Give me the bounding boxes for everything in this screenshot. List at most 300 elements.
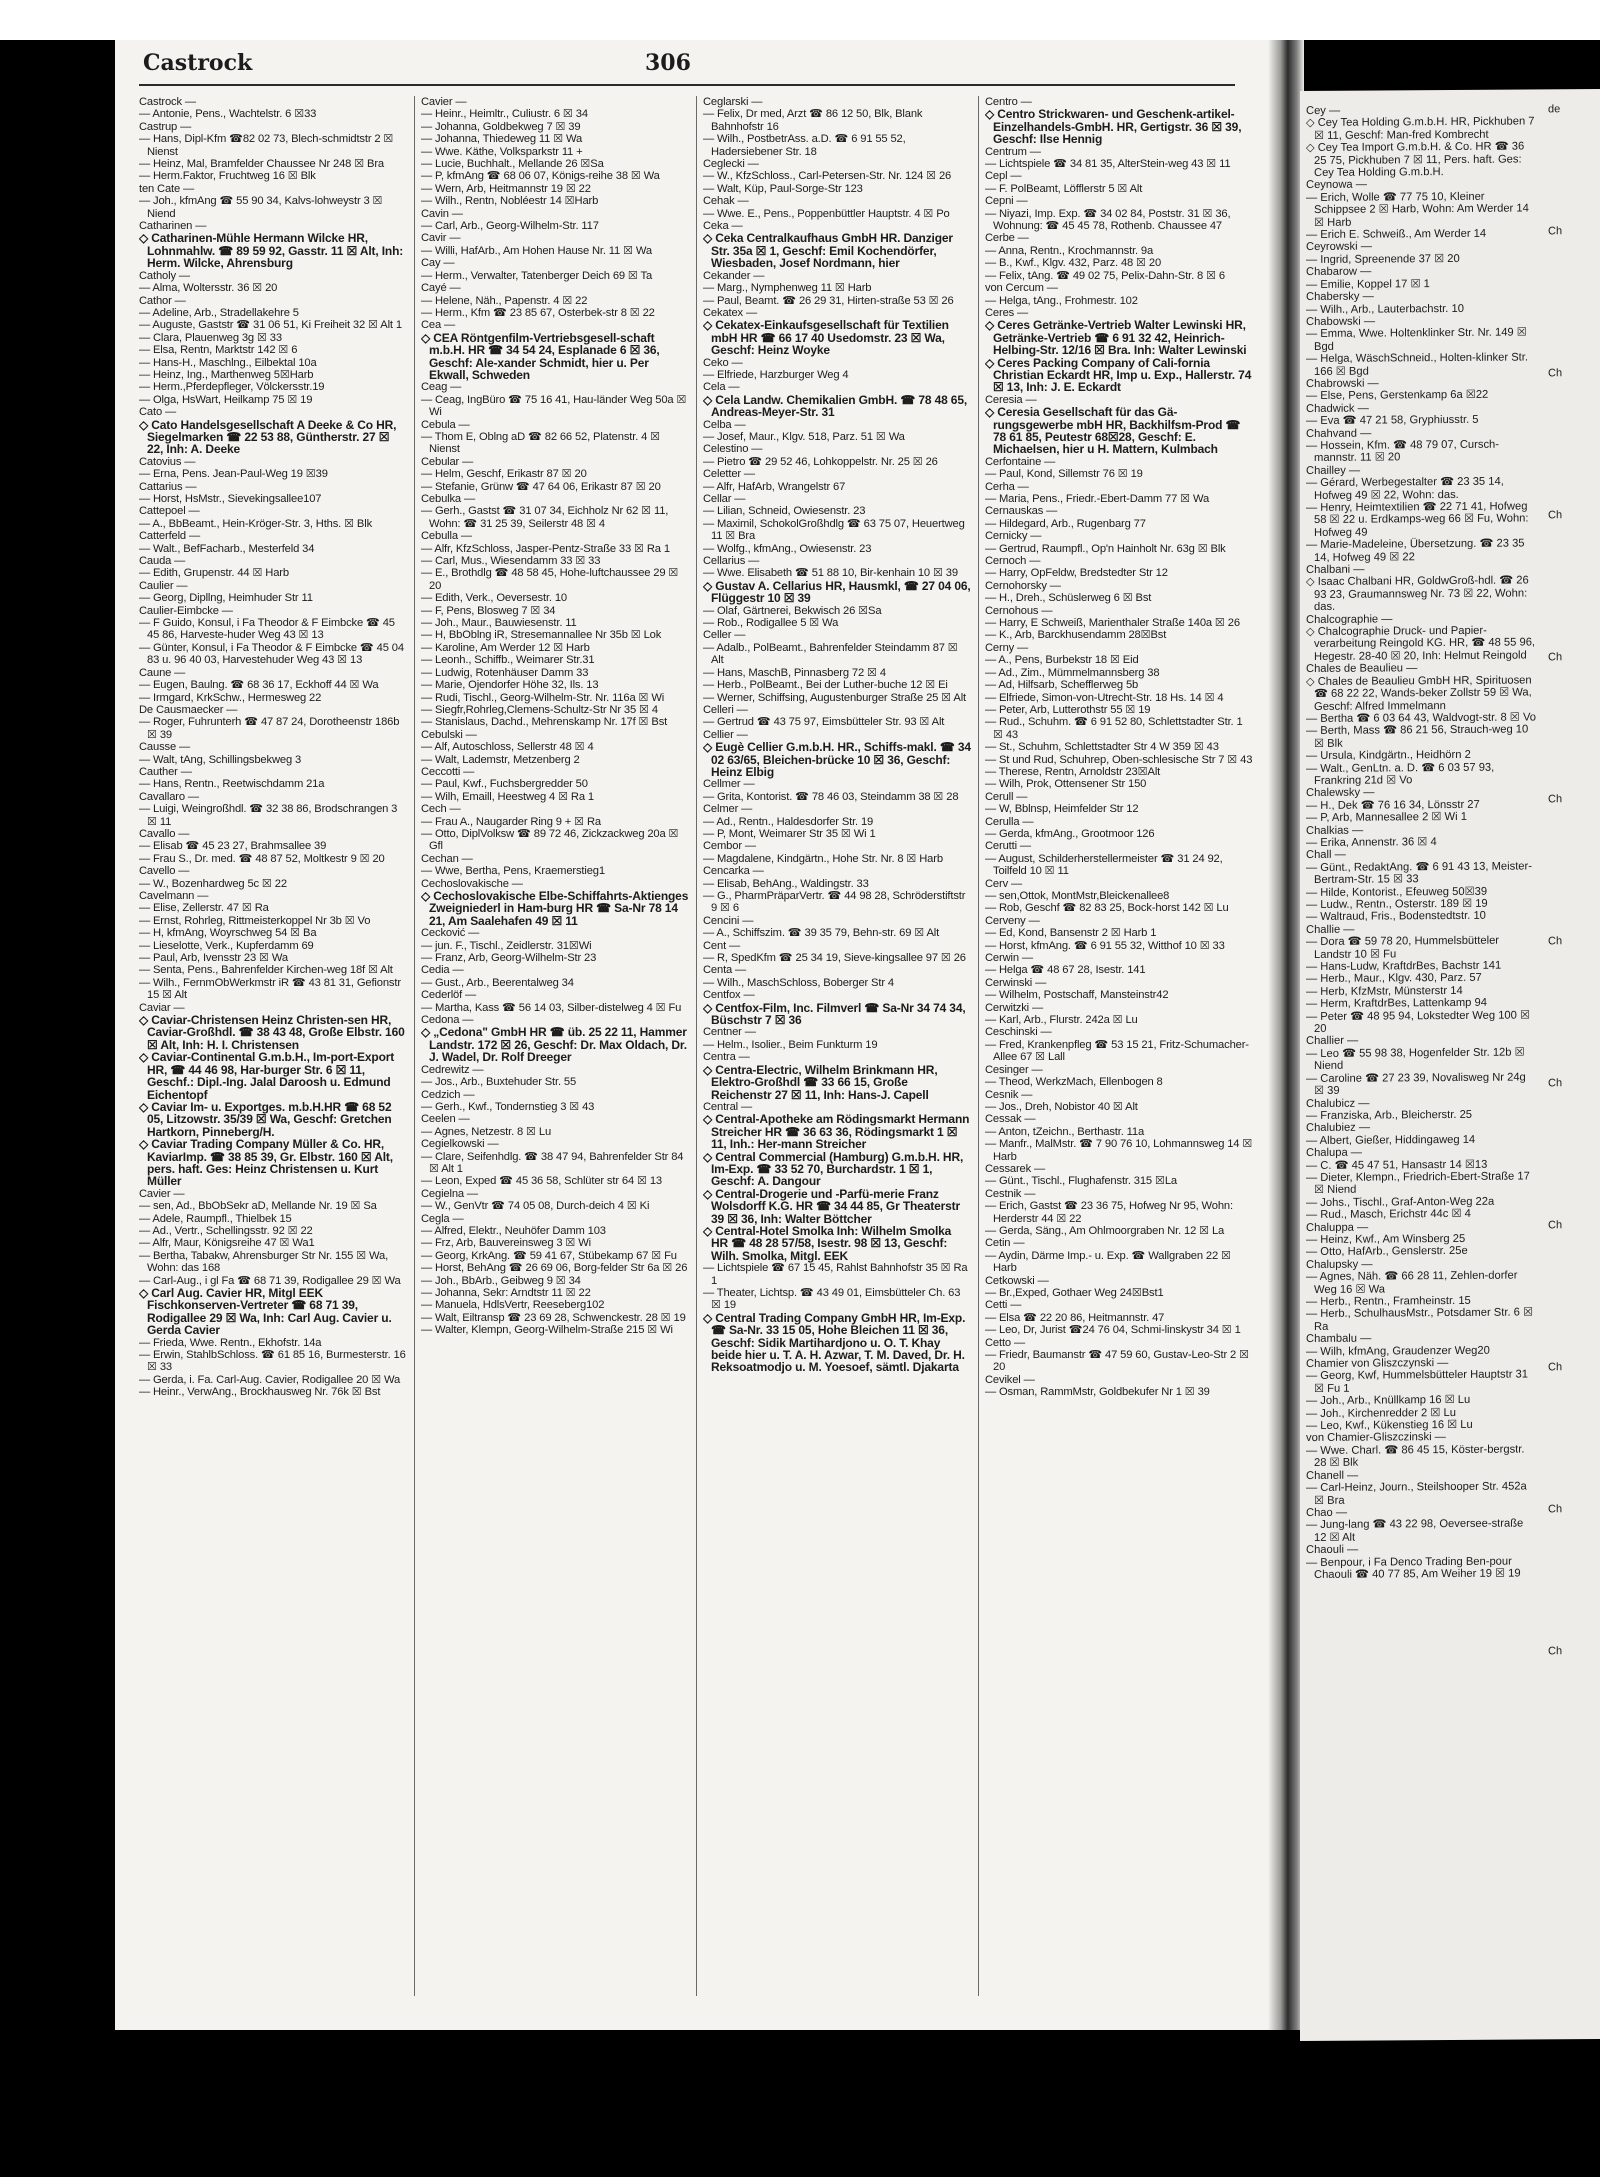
directory-entry: — Wilh, Prok, Ottensener Str 150: [985, 778, 1147, 791]
entry-heading: Ceyrowski —: [1306, 241, 1372, 254]
directory-entry: — jun. F., Tischl., Zeidlerstr. 31☒Wi: [421, 939, 592, 952]
directory-entry: — Alfr, Maur, Königsreihe 47 ☒ Wa1: [139, 1237, 315, 1250]
directory-entry: — Rud., Masch, Erichstr 44c ☒ 4: [1306, 1208, 1471, 1222]
edge-letter: Ch: [1548, 793, 1563, 806]
entry-heading: Ceko —: [703, 356, 743, 369]
entry-heading: Cavier —: [421, 96, 467, 108]
entry-heading: Cauther —: [139, 765, 192, 778]
adjacent-page-edge-column: [1548, 103, 1588, 1787]
directory-entry: — Wwe. Charl. ☎ 86 45 15, Köster-bergstr. 28 ☒ Blk: [1306, 1443, 1525, 1470]
directory-entry: — A., BbBeamt., Hein-Kröger-Str. 3, Hths. ☒ Blk: [139, 517, 373, 530]
directory-entry: ◇ Ceresia Gesellschaft für das Gä-rungsgewerbe mbH HR, Backhilfsm-Prod ☎ 78 61 85, Peutestr 68☒28, Geschf: E. Michaelsen, hier u H. Mattern, Kulmbach: [985, 405, 1241, 457]
entry-heading: Chao —: [1306, 1506, 1348, 1519]
directory-entry: — Ceag, IngBüro ☎ 75 16 41, Hau-länder Weg 50a ☒ Wi: [421, 393, 687, 419]
directory-entry: — Carl, Mus., Wiesendamm 33 ☒ 33: [421, 555, 601, 568]
entry-heading: Cerbe —: [985, 232, 1029, 245]
entry-heading: Cedia —: [421, 964, 464, 977]
entry-heading: Cellmer —: [703, 778, 755, 791]
entry-heading: Cernauskas —: [985, 505, 1058, 518]
directory-entry: — Horst, HsMstr., Sievekingsallee107: [139, 493, 322, 505]
directory-entry: — Hans, MaschB, Pinnasberg 72 ☒ 4: [703, 666, 886, 679]
directory-entry: — Gerh., Gastst ☎ 31 07 34, Eichholz Nr 62 ☒ 11, Wohn: ☎ 31 25 39, Seilerstr 48 ☒ 4: [421, 505, 669, 530]
directory-entry: — A., Pens, Burbekstr 18 ☒ Eid: [985, 654, 1139, 667]
entry-heading: Cavir —: [421, 232, 461, 245]
directory-entry: — sen,Ottok, MontMstr,Bleickenallee8: [985, 890, 1170, 902]
entry-heading: Cent —: [703, 939, 741, 952]
directory-entry: — Roger, Fuhrunterh ☎ 47 87 24, Dorotheenstr 186b ☒ 39: [139, 716, 400, 741]
entry-heading: Cetto —: [985, 1336, 1025, 1349]
directory-entry: — Carl-Heinz, Journ., Steilshooper Str. 452a ☒ Bra: [1306, 1480, 1527, 1507]
directory-entry: — Theod, WerkzMach, Ellenbogen 8: [985, 1076, 1163, 1089]
directory-entry: ◇ Central Commercial (Hamburg) G.m.b.H. HR, Im-Exp. ☎ 33 52 70, Burchardstr. 1 ☒ 1, Geschf: A. Dangour: [703, 1149, 964, 1189]
directory-entry: — Hossein, Kfm. ☎ 48 79 07, Cursch-mannstr. 11 ☒ 20: [1306, 438, 1500, 465]
entry-heading: Cerha —: [985, 480, 1029, 493]
entry-heading: Cela —: [703, 381, 740, 394]
entry-heading: Celestino —: [703, 443, 763, 456]
directory-entry: — Eugen, Baulng. ☎ 68 36 17, Eckhoff 44 ☒ Wa: [139, 679, 379, 692]
entry-heading: Cattarius —: [139, 480, 197, 493]
directory-entry: — Karl, Arb., Flurstr. 242a ☒ Lu: [985, 1014, 1138, 1027]
entry-heading: Caune —: [139, 666, 186, 679]
entry-heading: Chalupsky —: [1306, 1258, 1373, 1271]
entry-heading: Chamier von Gliszczynski —: [1306, 1357, 1449, 1371]
directory-entry: — Alfred, Elektr., Neuhöfer Damm 103: [421, 1224, 606, 1237]
entry-heading: Chalcographie —: [1306, 613, 1393, 626]
directory-entry: — Frau A., Naugarder Ring 9 + ☒ Ra: [421, 815, 601, 828]
directory-entry: — Walter, Klempn, Georg-Wilhelm-Straße 215 ☒ Wi: [421, 1324, 673, 1337]
directory-entry: — Peter ☎ 48 95 94, Lokstedter Weg 100 ☒ 20: [1306, 1009, 1531, 1036]
directory-entry: — Ad., Rentn., Haldesdorfer Str. 19: [703, 815, 874, 828]
directory-entry: — sen, Ad., BbObSekr aD, Mellande Nr. 19 ☒ Sa: [139, 1200, 377, 1213]
directory-entry: ◇ Caviar Im- u. Exportges. m.b.H.HR ☎ 68 52 05, Litzowstr. 35/39 ☒ Wa, Geschf: Gretchen Hartkorn, Pinneberg/H.: [139, 1099, 392, 1139]
directory-entry: — Herm, KraftdrBes, Lattenkamp 94: [1306, 996, 1487, 1011]
entry-heading: Cepl —: [985, 170, 1022, 183]
directory-entry: — Walt., BefFacharb., Mesterfeld 34: [139, 542, 315, 555]
entry-heading: Ceelen —: [421, 1113, 470, 1126]
directory-entry: — Benpour, i Fa Denco Trading Ben-pour Chaouli ☎ 40 77 85, Am Weiher 19 ☒ 19: [1306, 1555, 1521, 1581]
column-3: [703, 96, 971, 2016]
entry-heading: Cea —: [421, 319, 456, 332]
directory-entry: — Aydin, Därme Imp.- u. Exp. ☎ Wallgraben 22 ☒ Harb: [985, 1249, 1231, 1275]
entry-heading: Cencini —: [703, 914, 754, 927]
directory-entry: — Erwin, StahlbSchloss. ☎ 61 85 16, Burmesterstr. 16 ☒ 33: [139, 1349, 406, 1374]
entry-heading: Chales de Beaulieu —: [1306, 662, 1418, 676]
entry-heading: Chabowski —: [1306, 315, 1376, 328]
entry-heading: Cech —: [421, 803, 461, 816]
directory-entry: — Jos., Dreh, Nobistor 40 ☒ Alt: [985, 1100, 1138, 1113]
directory-entry: — Eva ☎ 47 21 58, Gryphiusstr. 5: [1306, 413, 1479, 428]
directory-entry: — Joh., Maur., Bauwiesenstr. 11: [421, 617, 577, 630]
entry-heading: Cellier —: [703, 728, 748, 741]
entry-heading: Chambalu —: [1306, 1332, 1372, 1346]
column-divider: [414, 96, 415, 1996]
edge-letter: Ch: [1548, 225, 1563, 238]
directory-entry: — Werner, Schiffsing, Augustenburger Straße 25 ☒ Alt: [703, 691, 966, 704]
directory-entry: — Gertrud, Raumpfl., Op'n Hainholt Nr. 63g ☒ Blk: [985, 542, 1226, 555]
directory-entry: — H., Dek ☎ 76 16 34, Lönsstr 27: [1306, 798, 1480, 812]
column-1: [139, 96, 407, 2016]
directory-entry: — Erika, Annenstr. 36 ☒ 4: [1306, 836, 1437, 849]
entry-heading: Chalupa —: [1306, 1146, 1362, 1160]
directory-entry: — Alfr, KfzSchloss, Jasper-Pentz-Straße 33 ☒ Ra 1: [421, 542, 670, 555]
entry-heading: Chalewsky —: [1306, 786, 1375, 800]
directory-entry: ◇ Central-Hotel Smolka Inh: Wilhelm Smolka HR ☎ 48 28 57/58, Isestr. 98 ☒ 13, Geschf: Wilh. Smolka, Mitgl. EEK: [703, 1223, 952, 1263]
directory-entry: — Elsa, Rentn, Marktstr 142 ☒ 6: [139, 344, 298, 357]
directory-entry: — Wilh., FernmObWerkmstr iR ☎ 43 81 31, Gefionstr 15 ☒ Alt: [139, 976, 401, 1002]
directory-entry: — Elisab ☎ 45 23 27, Brahmsallee 39: [139, 840, 327, 853]
directory-entry: — Senta, Pens., Bahrenfelder Kirchen-weg 18f ☒ Alt: [139, 964, 393, 977]
directory-entry: ◇ CEA Röntgenfilm-Vertriebsgesell-schaft m.b.H. HR ☎ 34 54 24, Esplanade 6 ☒ 36, Geschf: Ale-xander Schmidt, hier u. Per Ekwall, Schweden: [421, 330, 660, 382]
entry-heading: Cato —: [139, 406, 177, 419]
directory-entry: — Josef, Maur., Klgv. 518, Parz. 51 ☒ Wa: [703, 430, 905, 443]
entry-heading: Celba —: [703, 418, 746, 431]
entry-heading: Celler —: [703, 629, 746, 642]
directory-entry: — Gertrud ☎ 43 75 97, Eimsbütteler Str. 93 ☒ Alt: [703, 716, 945, 729]
directory-entry: — Ed, Kond, Bansenstr 2 ☒ Harb 1: [985, 927, 1157, 940]
directory-entry: — A., Schiffszim. ☎ 39 35 79, Behn-str. 69 ☒ Alt: [703, 927, 940, 940]
directory-entry: — Irmgard, KrkSchw., Hermesweg 22: [139, 691, 322, 704]
directory-entry: — Lieselotte, Verk., Kupferdamm 69: [139, 939, 314, 952]
directory-entry: — P, kfmAng ☎ 68 06 07, Königs-reihe 38 ☒ Wa: [421, 170, 660, 183]
directory-entry: — Lichtspiele ☎ 67 15 45, Rahlst Bahnhofstr 35 ☒ Ra 1: [703, 1262, 968, 1287]
directory-entry: — Herb., SchulhausMstr., Potsdamer Str. 6 ☒ Ra: [1306, 1306, 1534, 1333]
directory-entry: — Martha, Kass ☎ 56 14 03, Silber-distelweg 4 ☒ Fu: [421, 1001, 682, 1014]
entry-heading: Cehak —: [703, 195, 749, 208]
directory-entry: — St und Rud, Schuhrep, Oben-schlesische Str 7 ☒ 43: [985, 753, 1253, 766]
directory-entry: — Ad, Hilfsarb, Schefflerweg 5b: [985, 679, 1139, 692]
directory-entry: — Wolfg., kfmAng., Owiesenstr. 23: [703, 542, 872, 555]
directory-entry: — Heinr., Heimltr., Culiustr. 6 ☒ 34: [421, 108, 588, 121]
directory-entry: ◇ Central Trading Company GmbH HR, Im-Exp. ☎ Sa-Nr. 33 15 05, Hohe Bleichen 11 ☒ 36, Geschf: Sidik Martihardjono u. O. T. Khay beide hier u. T. A. H. Azwar, T. M. Daved, Dr. H. Reksoatmodjo u. M. Yoesoef, sämtl. Djakarta: [703, 1310, 966, 1375]
directory-entry: — Horst, kfmAng. ☎ 6 91 55 32, Witthof 10 ☒ 33: [985, 939, 1225, 952]
directory-entry: — Adele, Raumpfl., Thielbek 15: [139, 1212, 292, 1225]
directory-entry: — Erich, Wolle ☎ 77 75 10, Kleiner Schippsee 2 ☒ Harb, Wohn: Am Werder 14 ☒ Harb: [1306, 190, 1529, 229]
entry-heading: Cevikel —: [985, 1373, 1035, 1386]
directory-entry: — Alma, Woltersstr. 36 ☒ 20: [139, 282, 278, 295]
entry-heading: Cegielna —: [421, 1187, 478, 1200]
entry-heading: Cerny —: [985, 641, 1029, 654]
edge-letter: Ch: [1548, 651, 1563, 664]
directory-page: [115, 40, 1275, 2030]
entry-heading: Catterfeld —: [139, 530, 200, 543]
entry-heading: Cerwinski —: [985, 976, 1047, 989]
directory-entry: — Herb., Maur., Klgv. 430, Parz. 57: [1306, 972, 1482, 986]
edge-letter: Ch: [1548, 935, 1563, 948]
directory-entry: — Anna, Rentn., Krochmannstr. 9a: [985, 244, 1154, 257]
directory-entry: — Olga, HsWart, Heilkamp 75 ☒ 19: [139, 393, 313, 406]
entry-heading: Cernohorsky —: [985, 579, 1061, 592]
directory-entry: — Gerh., Kwf., Tondernstieg 3 ☒ 43: [421, 1100, 595, 1113]
directory-entry: — Frau S., Dr. med. ☎ 48 87 52, Moltkestr 9 ☒ 20: [139, 852, 385, 865]
directory-entry: ◇ Catharinen-Mühle Hermann Wilcke HR, Lohnmahlw. ☎ 89 59 92, Gasstr. 11 ☒ Alt, Inh: Herm. Wilcke, Ahrensburg: [139, 231, 404, 271]
directory-entry: — Wilh., Rentn, Nobléestr 14 ☒Harb: [421, 195, 599, 208]
directory-entry: — Wwe. E., Pens., Poppenbüttler Hauptstr. 4 ☒ Po: [703, 207, 950, 220]
directory-entry: — Jos., Arb., Buxtehuder Str. 55: [421, 1076, 577, 1089]
directory-entry: — Wilh., Arb., Lauterbachstr. 10: [1306, 302, 1464, 316]
directory-entry: — Wern, Arb, Heitmannstr 19 ☒ 22: [421, 182, 591, 195]
directory-entry: — Rud., Schuhm. ☎ 6 91 52 80, Schlettstadter Str. 1 ☒ 43: [985, 716, 1243, 741]
book-gutter: [1268, 40, 1304, 2030]
directory-entry: — Rob., Rodigallee 5 ☒ Wa: [703, 617, 839, 630]
entry-heading: Caulier-Eimbcke —: [139, 604, 233, 617]
directory-entry: — Adeline, Arb., Stradellakehre 5: [139, 306, 299, 319]
directory-entry: — Helm., Isolier., Beim Funkturm 19: [703, 1038, 878, 1051]
header-rule: [139, 84, 1235, 86]
directory-entry: — Hans-Ludw, KraftdrBes, Bachstr 141: [1306, 959, 1502, 974]
directory-entry: — Marg., Nymphenweg 11 ☒ Harb: [703, 282, 872, 295]
entry-heading: Chanell —: [1306, 1469, 1359, 1482]
directory-entry: — Günt., Tischl., Flughafenstr. 315 ☒La: [985, 1175, 1177, 1188]
directory-entry: — F Guido, Konsul, i Fa Theodor & F Eimbcke ☎ 45 45 86, Harveste-huder Weg 43 ☒ 13: [139, 617, 395, 642]
entry-heading: Ceres —: [985, 306, 1029, 319]
directory-entry: — H, BbOblng iR, Stresemannallee Nr 35b ☒ Lok: [421, 629, 662, 642]
directory-entry: — Wilh., MaschSchloss, Boberger Str 4: [703, 976, 894, 989]
entry-heading: Cerveny —: [985, 914, 1040, 927]
adjacent-page-column: [1306, 103, 1536, 1581]
directory-entry: — Hans, Rentn., Reetwischdamm 21a: [139, 778, 325, 791]
directory-entry: — Marie-Madeleine, Übersetzung. ☎ 23 35 14, Hofweg 49 ☒ 22: [1306, 537, 1525, 564]
directory-entry: — Wilh, Emaill, Heestweg 4 ☒ Ra 1: [421, 790, 594, 803]
directory-entry: — Erich E. Schweiß., Am Werder 14: [1306, 227, 1487, 242]
entry-heading: Cestnik —: [985, 1187, 1036, 1200]
entry-heading: Challie —: [1306, 923, 1355, 936]
directory-entry: — Walt, Eiltransp ☎ 23 69 28, Schwenckestr. 28 ☒ 19: [421, 1311, 686, 1324]
entry-heading: Cebulla —: [421, 530, 472, 543]
entry-heading: Cerfontaine —: [985, 455, 1056, 468]
directory-entry: — Helga, tAng., Frohmestr. 102: [985, 294, 1138, 307]
entry-heading: Chahvand —: [1306, 427, 1372, 440]
directory-entry: — Helene, Näh., Papenstr. 4 ☒ 22: [421, 294, 588, 307]
directory-entry: — Grita, Kontorist. ☎ 78 46 03, Steindamm 38 ☒ 28: [703, 790, 959, 803]
directory-entry: — Edith, Grupenstr. 44 ☒ Harb: [139, 567, 289, 580]
directory-entry: — E., Brothdlg ☎ 48 58 45, Hohe-luftchaussee 29 ☒ 20: [421, 567, 679, 592]
directory-entry: — Luigi, Weingroßhdl. ☎ 32 38 86, Brodschrangen 3 ☒ 11: [139, 803, 398, 828]
entry-heading: Ceccotti —: [421, 765, 475, 778]
directory-entry: — H., Dreh., Schüslerweg 6 ☒ Bst: [985, 592, 1152, 605]
directory-entry: — Joh., kfmAng ☎ 55 90 34, Kalvs-lohweystr 3 ☒ Niend: [139, 195, 383, 220]
entry-heading: Cavier —: [139, 1187, 185, 1200]
directory-entry: — Erna, Pens. Jean-Paul-Weg 19 ☒39: [139, 468, 328, 481]
directory-entry: — Adalb., PolBeamt., Bahrenfelder Steindamm 87 ☒ Alt: [703, 641, 958, 667]
directory-entry: ◇ Centra-Electric, Wilhelm Brinkmann HR, Elektro-Großhdl ☎ 33 66 15, Große Reichenstr 27 ☒ 11, Inh: Hans-J. Capell: [703, 1062, 938, 1102]
directory-entry: — Rudi, Tischl., Georg-Wilhelm-Str. Nr. 116a ☒ Wi: [421, 691, 665, 704]
directory-entry: — August, Schilderherstellermeister ☎ 31 24 92, Toilfeld 10 ☒ 11: [985, 852, 1223, 878]
directory-entry: — Wwe. Elisabeth ☎ 51 88 10, Bir-kenhain 10 ☒ 39: [703, 567, 958, 580]
entry-heading: Chabarow —: [1306, 265, 1372, 279]
entry-heading: Centa —: [703, 964, 747, 977]
edge-letter: Ch: [1548, 1503, 1563, 1516]
entry-heading: Celleri —: [703, 703, 748, 716]
edge-letter: Ch: [1548, 1361, 1563, 1374]
entry-heading: Chalbani —: [1306, 563, 1365, 577]
directory-entry: — Ludw., Rentn., Osterstr. 189 ☒ 19: [1306, 897, 1488, 912]
entry-heading: Chalubiez —: [1306, 1121, 1371, 1135]
directory-entry: — Wilh, kfmAng, Graudenzer Weg20: [1306, 1344, 1490, 1358]
directory-entry: — Elise, Zellerstr. 47 ☒ Ra: [139, 902, 269, 915]
entry-heading: Cebulka —: [421, 493, 475, 505]
directory-entry: — C. ☎ 45 47 51, Hansastr 14 ☒13: [1306, 1158, 1488, 1172]
entry-heading: Cegielkowski —: [421, 1138, 499, 1151]
entry-heading: Ceynowa —: [1306, 179, 1367, 192]
directory-entry: ◇ Chales de Beaulieu GmbH HR, Spirituosen ☎ 68 22 22, Wands-beker Zollstr 59 ☒ Wa, Geschf: Alfred Immelmann: [1306, 674, 1532, 713]
directory-entry: — Ad., Vertr., Schellingsstr. 92 ☒ 22: [139, 1224, 313, 1237]
entry-heading: Centfox —: [703, 989, 755, 1002]
entry-heading: Cerwin —: [985, 952, 1033, 965]
entry-heading: Cebula —: [421, 418, 470, 431]
column-4: [985, 96, 1253, 2016]
directory-entry: — Magdalene, Kindgärtn., Hohe Str. Nr. 8 ☒ Harb: [703, 852, 943, 865]
directory-entry: — Ludwig, Rotenhäuser Damm 33: [421, 666, 589, 679]
page-number: 306: [645, 50, 691, 76]
directory-entry: — Gerda, Säng., Am Ohlmoorgraben Nr. 12 ☒ La: [985, 1224, 1225, 1237]
directory-entry: — Auguste, Gaststr ☎ 31 06 51, Ki Freiheit 32 ☒ Alt 1: [139, 319, 402, 332]
entry-heading: Cetti —: [985, 1299, 1022, 1312]
directory-entry: ◇ Centro Strickwaren- und Geschenk-artikel-Einzelhandels-GmbH. HR, Gertigstr. 36 ☒ 39, Geschf: Ilse Hennig: [985, 107, 1242, 147]
entry-heading: Cavin —: [421, 207, 463, 220]
directory-entry: — Ingrid, Spreenende 37 ☒ 20: [1306, 252, 1460, 266]
entry-heading: Ceka —: [703, 220, 743, 233]
directory-entry: ◇ Cechoslovakische Elbe-Schiffahrts-Aktienges Zweigniederl in Ham-burg HR ☎ Sa-Nr 78 14 21, Am Saalehafen 49 ☒ 11: [421, 889, 689, 928]
directory-entry: — Elsa ☎ 22 20 86, Heitmannstr. 47: [985, 1311, 1165, 1324]
directory-entry: ◇ Central-Drogerie und -Parfü-merie Franz Wolsdorff K.G. HR ☎ 34 44 85, Gr Theaterstr 39 ☒ 36, Inh: Walter Böttcher: [703, 1186, 961, 1226]
directory-entry: — Hilde, Kontorist., Efeuweg 50☒39: [1306, 885, 1488, 899]
entry-heading: Challier —: [1306, 1035, 1359, 1048]
entry-heading: Chaluppa —: [1306, 1221, 1369, 1234]
directory-entry: — Leo, Kwf., Kükenstieg 16 ☒ Lu: [1306, 1418, 1473, 1433]
directory-entry: — Paul, Arb, Ivensstr 23 ☒ Wa: [139, 952, 288, 965]
entry-heading: Cernicky —: [985, 530, 1042, 543]
directory-entry: — Franziska, Arb., Bleicherstr. 25: [1306, 1108, 1473, 1122]
directory-entry: — Walt., GenLtn. a. D. ☎ 6 03 57 93, Frankring 21d ☒ Vo: [1306, 761, 1495, 787]
directory-entry: — Herb., Rentn., Framheinstr. 15: [1306, 1294, 1471, 1309]
entry-heading: Cerv —: [985, 877, 1023, 890]
adjacent-page: [1300, 89, 1600, 2041]
directory-entry: — Lichtspiele ☎ 34 81 35, AlterStein-weg 43 ☒ 11: [985, 158, 1231, 171]
directory-entry: — Niyazi, Imp. Exp. ☎ 34 02 84, Poststr. 31 ☒ 36, Wohnung: ☎ 45 45 78, Rothenb. Chaussee 47: [985, 207, 1231, 233]
directory-entry: — W., KfzSchloss., Carl-Petersen-Str. Nr. 124 ☒ 26: [703, 170, 952, 183]
directory-entry: — Leo, Dr, Jurist ☎24 76 04, Schmi-linskystr 34 ☒ 1: [985, 1324, 1241, 1337]
directory-entry: — Olaf, Gärtnerei, Bekwisch 26 ☒Sa: [703, 604, 882, 617]
directory-entry: — Otto, HafArb., Genslerstr. 25e: [1306, 1245, 1468, 1259]
entry-heading: Cernoch —: [985, 555, 1041, 568]
directory-entry: — Alf, Autoschloss, Sellerstr 48 ☒ 4: [421, 741, 594, 754]
entry-heading: Chalkias —: [1306, 824, 1364, 837]
directory-entry: — Maria, Pens., Friedr.-Ebert-Damm 77 ☒ Wa: [985, 493, 1210, 505]
entry-heading: Centro —: [985, 96, 1032, 108]
directory-entry: — Ad., Zim., Mümmelmannsberg 38: [985, 666, 1160, 679]
directory-entry: — Helga ☎ 48 67 28, Isestr. 141: [985, 964, 1146, 977]
directory-entry: — Joh., Kirchenredder 2 ☒ Lu: [1306, 1406, 1456, 1420]
directory-entry: — Horst, BehAng ☎ 26 69 06, Borg-felder Str 6a ☒ 26: [421, 1262, 688, 1275]
directory-entry: — Heinz, Kwf., Am Winsberg 25: [1306, 1232, 1466, 1246]
directory-entry: — Harry, E Schweiß, Marienthaler Straße 140a ☒ 26: [985, 617, 1240, 630]
directory-entry: — Heinr., VerwAng., Brockhausweg Nr. 76k ☒ Bst: [139, 1386, 381, 1399]
directory-entry: — Br.,Exped, Gothaer Weg 24☒Bst1: [985, 1287, 1164, 1299]
directory-entry: — Heinz, Mal, Bramfelder Chaussee Nr 248 ☒ Bra: [139, 158, 384, 171]
entry-heading: Cetkowski —: [985, 1274, 1049, 1287]
directory-entry: ◇ Chalcographie Druck- und Papier-verarbeitung Reingold KG. HR, ☎ 48 55 96, Hegestr. 28-40 ☒ 20, Inh: Helmut Reingold: [1306, 624, 1536, 663]
column-2: [421, 96, 689, 2016]
directory-entry: — K., Arb, Barckhusendamm 28☒Bst: [985, 629, 1167, 642]
directory-entry: — Anton, tZeichn., Berthastr. 11a: [985, 1125, 1145, 1138]
entry-heading: Cayé —: [421, 282, 461, 295]
entry-heading: Ceglecki —: [703, 158, 759, 171]
directory-entry: — Felix, Dr med, Arzt ☎ 86 12 50, Blk, Blank Bahnhofstr 16: [703, 108, 923, 133]
directory-entry: — Manuela, HdlsVertr, Reeseberg102: [421, 1299, 605, 1312]
directory-entry: — P, Mont, Weimarer Str 35 ☒ Wi 1: [703, 827, 876, 840]
directory-entry: — Bertha, Tabakw, Ahrensburger Str Nr. 155 ☒ Wa, Wohn: das 168: [139, 1249, 389, 1275]
directory-entry: — Helm, Geschf, Erikastr 87 ☒ 20: [421, 468, 587, 481]
edge-letter: Ch: [1548, 1077, 1563, 1090]
entry-heading: Cegla —: [421, 1212, 464, 1225]
directory-entry: ◇ „Cedona" GmbH HR ☎ üb. 25 22 11, Hammer Landstr. 172 ☒ 26, Geschf: Dr. Max Oldach, Dr. J. Wadel, Dr. Rolf Dreeger: [421, 1025, 687, 1065]
directory-entry: — Georg, Kwf, Hummelsbütteler Hauptstr 31 ☒ Fu 1: [1306, 1368, 1528, 1395]
edge-letter: Ch: [1548, 1645, 1563, 1658]
entry-heading: Cathor —: [139, 294, 186, 307]
entry-heading: Cembor —: [703, 840, 756, 853]
entry-heading: Cedzich —: [421, 1088, 475, 1101]
directory-entry: — H, kfmAng, Woyrschweg 54 ☒ Ba: [139, 927, 317, 940]
edge-letter: de: [1548, 103, 1561, 116]
directory-entry: — Maximil, SchokolGroßhdlg ☎ 63 75 07, Heuertweg 11 ☒ Bra: [703, 517, 965, 543]
entry-heading: Cederlöf —: [421, 989, 477, 1002]
entry-heading: von Chamier-Gliszczinski —: [1306, 1431, 1446, 1445]
directory-entry: — Antonie, Pens., Wachtelstr. 6 ☒33: [139, 108, 317, 121]
directory-entry: — Fred, Krankenpfleg ☎ 53 15 21, Fritz-Schumacher-Allee 67 ☒ Lall: [985, 1038, 1249, 1064]
entry-heading: Centrum —: [985, 145, 1041, 158]
directory-entry: ◇ Cela Landw. Chemikalien GmbH. ☎ 78 48 65, Andreas-Meyer-Str. 31: [703, 392, 968, 420]
entry-heading: Cebular —: [421, 455, 474, 468]
entry-heading: Centner —: [703, 1026, 756, 1039]
directory-entry: — Wilh., PostbetrAss. a.D. ☎ 6 91 55 52, Hadersiebener Str. 18: [703, 133, 906, 158]
directory-entry: ◇ Carl Aug. Cavier HR, Mitgl EEK Fischkonserven-Vertreter ☎ 68 71 39, Rodigallee 29 ☒ Wa, Inh: Carl Aug. Cavier u. Gerda Cavier: [139, 1286, 392, 1338]
directory-entry: — Osman, RammMstr, Goldbekufer Nr 1 ☒ 39: [985, 1386, 1210, 1399]
directory-entry: — G., PharmPräparVertr. ☎ 44 98 28, Schröderstiftstr 9 ☒ 6: [703, 890, 966, 915]
directory-entry: — Paul, Kond, Sillemstr 76 ☒ 19: [985, 468, 1143, 481]
directory-entry: — Leon, Exped ☎ 45 36 58, Schlüter str 64 ☒ 13: [421, 1175, 662, 1188]
directory-entry: — Ernst, Rohrleg, Rittmeisterkoppel Nr 3b ☒ Vo: [139, 914, 371, 927]
directory-entry: ◇ Caviar-Continental G.m.b.H., Im-port-Export HR, ☎ 44 46 98, Har-burger Str. 6 ☒ 11, Geschf.: Dipl.-Ing. Jalal Daroosh u. Edmund Eichentopf: [139, 1050, 395, 1102]
directory-entry: ◇ Cato Handelsgesellschaft A Deeke & Co HR, Siegelmarken ☎ 22 53 88, Güntherstr. 27 ☒ 22, Inh: A. Deeke: [139, 417, 397, 457]
entry-heading: Ceresia —: [985, 393, 1037, 406]
directory-entry: — Wwe, Bertha, Pens, Kraemerstieg1: [421, 865, 605, 878]
entry-heading: Celetter —: [703, 468, 755, 481]
entry-heading: Cavallo —: [139, 827, 190, 840]
entry-heading: Cellarius —: [703, 555, 760, 568]
entry-heading: Cencarka —: [703, 865, 764, 878]
directory-entry: — Siegfr,Rohrleg,Clemens-Schultz-Str Nr 35 ☒ 4: [421, 703, 658, 716]
directory-entry: — Frz, Arb, Bauvereinsweg 3 ☒ Wi: [421, 1237, 591, 1250]
directory-entry: ◇ Cekatex-Einkaufsgesellschaft für Textilien mbH HR ☎ 66 17 40 Usedomstr. 23 ☒ Wa, Geschf: Heinz Woyke: [703, 318, 949, 358]
directory-entry: ◇ Eugè Cellier G.m.b.H. HR., Schiffs-makl. ☎ 34 02 63/65, Bleichen-brücke 10 ☒ 36, Geschf: Heinz Elbig: [703, 740, 971, 779]
column-area: [139, 96, 1259, 2016]
directory-entry: — Johanna, Thiedeweg 11 ☒ Wa: [421, 133, 583, 146]
entry-heading: Celmer —: [703, 803, 753, 816]
directory-entry: — Agnes, Netzestr. 8 ☒ Lu: [421, 1125, 552, 1138]
directory-entry: — Hans, Dipl-Kfm ☎82 02 73, Blech-schmidtstr 2 ☒ Nienst: [139, 133, 394, 158]
directory-entry: ◇ Isaac Chalbani HR, GoldwGroß-hdl. ☎ 26 93 23, Graumannsweg Nr. 73 ☒ 22, Wohn: das.: [1306, 574, 1529, 614]
directory-entry: — Ursula, Kindgärtn., Heidhörn 2: [1306, 748, 1471, 763]
directory-entry: ◇ Caviar Trading Company Müller & Co. HR, KaviarImp. ☎ 38 85 39, Gr. Elbstr. 160 ☒ Alt, pers. haft. Ges: Heinz Christensen u. Kurt Müller: [139, 1137, 393, 1189]
directory-entry: — Peter, Arb, Lutterothstr 55 ☒ 19: [985, 703, 1151, 716]
directory-entry: ◇ Ceres Packing Company of Cali-fornia Christian Eckardt HR, Imp u. Exp., Hallerstr. 74 ☒ 13, Inh: J. E. Eckardt: [985, 355, 1252, 395]
edge-letter: Ch: [1548, 1219, 1563, 1232]
entry-heading: Catovius —: [139, 455, 196, 468]
directory-entry: ◇ Centfox-Film, Inc. Filmverl ☎ Sa-Nr 34 74 34, Büschstr 7 ☒ 36: [703, 1000, 966, 1028]
directory-entry: — F. PolBeamt, Löfflerstr 5 ☒ Alt: [985, 182, 1143, 195]
directory-entry: ◇ Caviar-Christensen Heinz Christen-sen HR, Caviar-Großhdl. ☎ 38 43 48, Große Elbstr. 160 ☒ Alt, Inh: H. I. Christensen: [139, 1013, 405, 1052]
directory-entry: — Berth, Mass ☎ 86 21 56, Strauch-weg 10 ☒ Blk: [1306, 723, 1529, 750]
